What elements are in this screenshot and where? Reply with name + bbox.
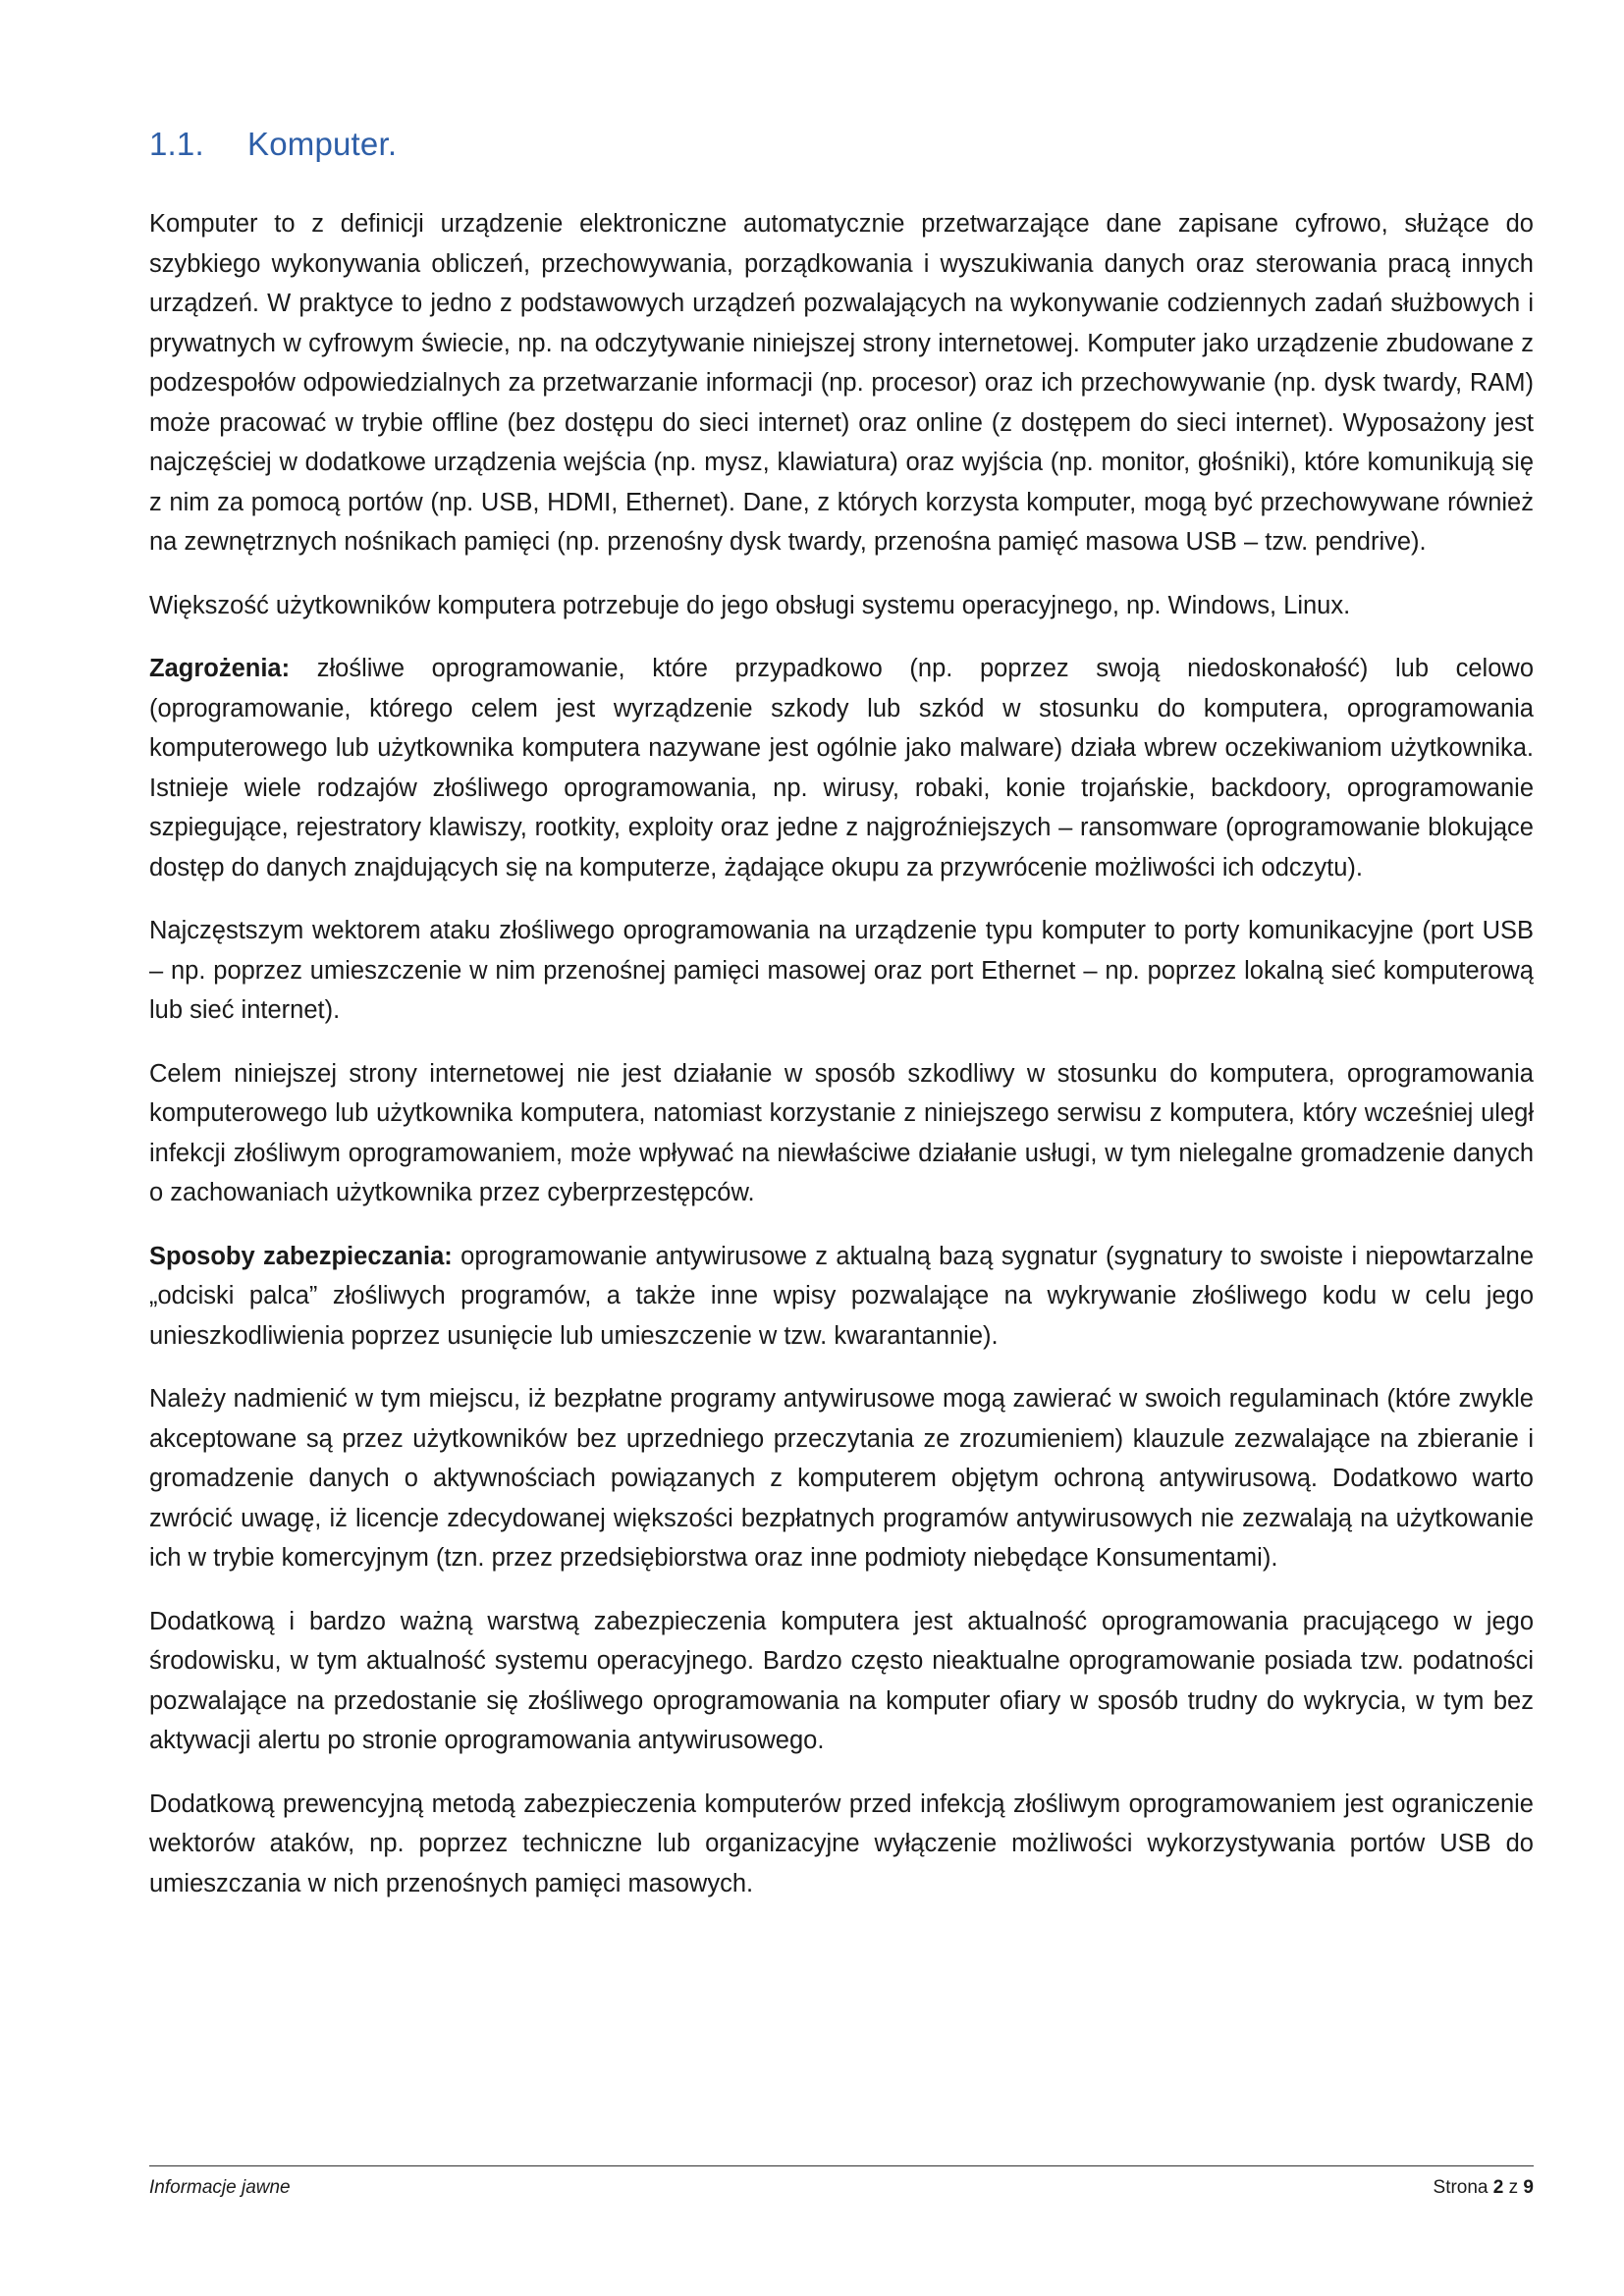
- paragraph-updates: [149, 1602, 1534, 1761]
- paragraph-lead: Zagrożenia:: [149, 655, 291, 682]
- paragraph-text: Komputer to z definicji urządzenie elektroniczne automatycznie przetwarzające dane zapisane cyfrowo, służące do szybkiego wykonywania obliczeń, przechowywania, porządkowania i wyszukiwania danych oraz sterowania pracą innych urządzeń. W praktyce to jedno z podstawowych urządzeń pozwalających na wykonywanie codziennych zadań służbowych i prywatnych w cyfrowym świecie, np. na odczytywanie niniejszej strony internetowej. Komputer jako urządzenie zbudowane z podzespołów odpowiedzialnych za przetwarzanie informacji (np. procesor) oraz ich przechowywanie (np. dysk twardy, RAM) może pracować w trybie offline (bez dostępu do sieci internet) oraz online (z dostępem do sieci internet). Wyposażony jest najczęściej w dodatkowe urządzenia wejścia (np. mysz, klawiatura) oraz wyjścia (np. monitor, głośniki), które komunikują się z nim za pomocą portów (np. USB, HDMI, Ethernet). Dane, z których korzysta komputer, mogą być przechowywane również na zewnętrznych nośnikach pamięci (np. przenośny dysk twardy, przenośna pamięć masowa USB – tzw. pendrive).: [149, 210, 1534, 556]
- footer-classification: Informacje jawne: [149, 2177, 291, 2198]
- paragraph-operating-system: [149, 586, 1534, 626]
- paragraph-definition: [149, 204, 1534, 562]
- paragraph-threats: [149, 649, 1534, 887]
- page-separator: z: [1508, 2177, 1519, 2198]
- document-body: [149, 204, 1534, 1927]
- paragraph-free-antivirus: [149, 1379, 1534, 1578]
- section-number: 1.1.: [149, 126, 204, 162]
- paragraph-text: Dodatkową prewencyjną metodą zabezpieczenia komputerów przed infekcją złośliwym oprogramowaniem jest ograniczenie wektorów ataków, np. poprzez techniczne lub organizacyjne wyłączenie możliwości wykorzystywania portów USB do umieszczania w nich przenośnych pamięci masowych.: [149, 1789, 1534, 1897]
- page-current: 2: [1492, 2177, 1504, 2198]
- paragraph-text: Dodatkową i bardzo ważną warstwą zabezpieczenia komputera jest aktualność oprogramowania pracującego w jego środowisku, w tym aktualność systemu operacyjnego. Bardzo często nieaktualne oprogramowanie posiada tzw. podatności pozwalające na przedostanie się złośliwego oprogramowania na komputer ofiary w sposób trudny do wykrycia, w tym bez aktywacji alertu po stronie oprogramowania antywirusowego.: [149, 1607, 1534, 1754]
- page-label: Strona: [1433, 2177, 1489, 2198]
- paragraph-lead: Sposoby zabezpieczania:: [149, 1242, 453, 1270]
- paragraph-text: Większość użytkowników komputera potrzebuje do jego obsługi systemu operacyjnego, np. Windows, Linux.: [149, 591, 1351, 619]
- document-page: [149, 0, 1534, 2296]
- paragraph-text: Celem niniejszej strony internetowej nie jest działanie w sposób szkodliwy w stosunku do komputera, oprogramowania komputerowego lub użytkownika komputera, natomiast korzystanie z niniejszego serwisu z komputera, który wcześniej uległ infekcji złośliwym oprogramowaniem, może wpływać na niewłaściwe działanie usługi, w tym nielegalne gromadzenie danych o zachowaniach użytkownika przez cyberprzestępców.: [149, 1059, 1534, 1206]
- paragraph-text: złośliwe oprogramowanie, które przypadkowo (np. poprzez swoją niedoskonałość) lub celowo (oprogramowanie, którego celem jest wyrządzenie szkody lub szkód w stosunku do komputera, oprogramowania komputerowego lub użytkownika komputera nazywane jest ogólnie jako malware) działa wbrew oczekiwaniom użytkownika. Istnieje wiele rodzajów złośliwego oprogramowania, np. wirusy, robaki, konie trojańskie, backdoory, oprogramowanie szpiegujące, rejestratory klawiszy, rootkity, exploity oraz jedne z najgroźniejszych – ransomware (oprogramowanie blokujące dostęp do danych znajdujących się na komputerze, żądające okupu za przywrócenie możliwości ich odczytu).: [149, 655, 1534, 881]
- section-title: Komputer.: [247, 126, 398, 162]
- paragraph-text: Najczęstszym wektorem ataku złośliwego oprogramowania na urządzenie typu komputer to porty komunikacyjne (port USB – np. poprzez umieszczenie w nim przenośnej pamięci masowej oraz port Ethernet – np. poprzez lokalną sieć komputerową lub sieć internet).: [149, 917, 1534, 1024]
- paragraph-site-purpose: [149, 1054, 1534, 1213]
- page-total: 9: [1523, 2177, 1534, 2198]
- paragraph-attack-vector: [149, 911, 1534, 1031]
- section-heading: [149, 126, 397, 163]
- footer-page-number: [1434, 2177, 1534, 2199]
- paragraph-usb-ports: [149, 1785, 1534, 1904]
- paragraph-text: oprogramowanie antywirusowe z aktualną bazą sygnatur (sygnatury to swoiste i niepowtarzalne „odciski palca” złośliwych programów, a także inne wpisy pozwalające na wykrywanie złośliwego kodu w celu jego unieszkodliwienia poprzez usunięcie lub umieszczenie w tzw. kwarantannie).: [149, 1242, 1534, 1350]
- paragraph-text: Należy nadmienić w tym miejscu, iż bezpłatne programy antywirusowe mogą zawierać w swoich regulaminach (które zwykle akceptowane są przez użytkowników bez uprzedniego przeczytania ze zrozumieniem) klauzule zezwalające na zbieranie i gromadzenie danych o aktywnościach powiązanych z komputerem objętym ochroną antywirusową. Dodatkowo warto zwrócić uwagę, iż licencje zdecydowanej większości bezpłatnych programów antywirusowych nie zezwalają na użytkowanie ich w trybie komercyjnym (tzn. przez przedsiębiorstwa oraz inne podmioty niebędące Konsumentami).: [149, 1385, 1534, 1572]
- footer-divider: [149, 2165, 1534, 2166]
- paragraph-protection: [149, 1237, 1534, 1357]
